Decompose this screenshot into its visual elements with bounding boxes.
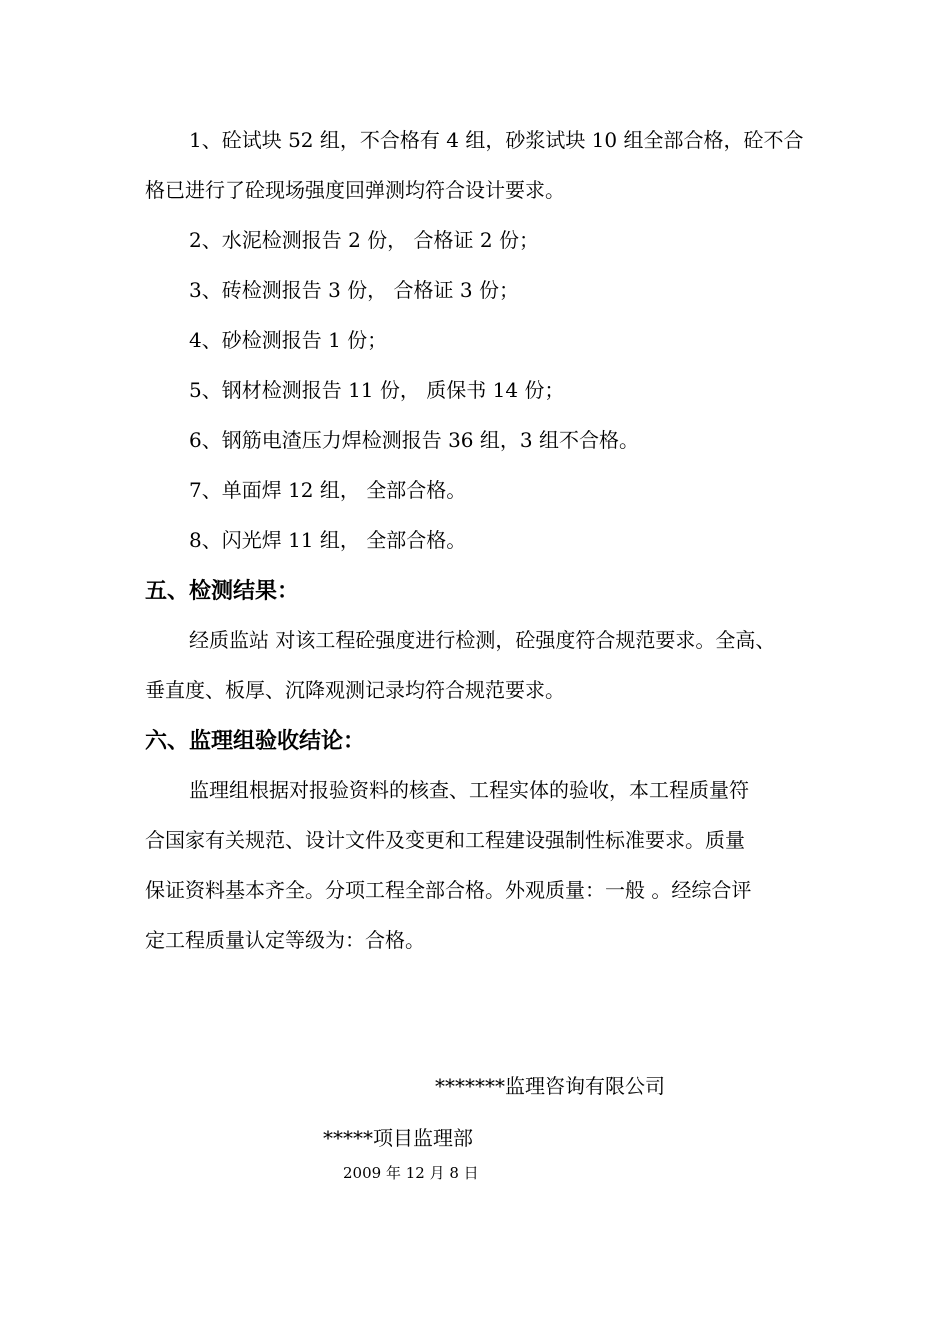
section-5-line-2: 垂直度、板厚、沉降观测记录均符合规范要求。 [145, 678, 565, 702]
item-1-line-1: 1、砼试块 52 组，不合格有 4 组，砂浆试块 10 组全部合格，砼不合 [189, 128, 804, 152]
section-6-line-3: 保证资料基本齐全。分项工程全部合格。外观质量：一般 。经综合评 [145, 878, 752, 902]
item-3: 3、砖检测报告 3 份， 合格证 3 份； [189, 278, 519, 302]
section-6-line-4: 定工程质量认定等级为：合格。 [145, 928, 425, 952]
item-6: 6、钢筋电渣压力焊检测报告 36 组，3 组不合格。 [189, 428, 639, 452]
item-5: 5、钢材检测报告 11 份， 质保书 14 份； [189, 378, 565, 402]
section-5-heading: 五、检测结果： [145, 579, 300, 604]
item-4: 4、砂检测报告 1 份； [189, 328, 388, 352]
section-6-line-2: 合国家有关规范、设计文件及变更和工程建设强制性标准要求。质量 [145, 828, 745, 852]
section-6-heading: 六、监理组验收结论： [145, 729, 366, 754]
item-8: 8、闪光焊 11 组， 全部合格。 [189, 528, 467, 552]
signature-date: 2009 年 12 月 8 日 [343, 1164, 479, 1182]
section-5-line-1: 经质监站 对该工程砼强度进行检测，砼强度符合规范要求。全高、 [189, 628, 776, 652]
item-2: 2、水泥检测报告 2 份， 合格证 2 份； [189, 228, 539, 252]
section-6-line-1: 监理组根据对报验资料的核查、工程实体的验收，本工程质量符 [189, 778, 749, 802]
signature-company: *******监理咨询有限公司 [435, 1074, 665, 1098]
signature-department: *****项目监理部 [323, 1126, 473, 1150]
item-7: 7、单面焊 12 组， 全部合格。 [189, 478, 467, 502]
item-1-line-2: 格已进行了砼现场强度回弹测均符合设计要求。 [145, 178, 565, 202]
